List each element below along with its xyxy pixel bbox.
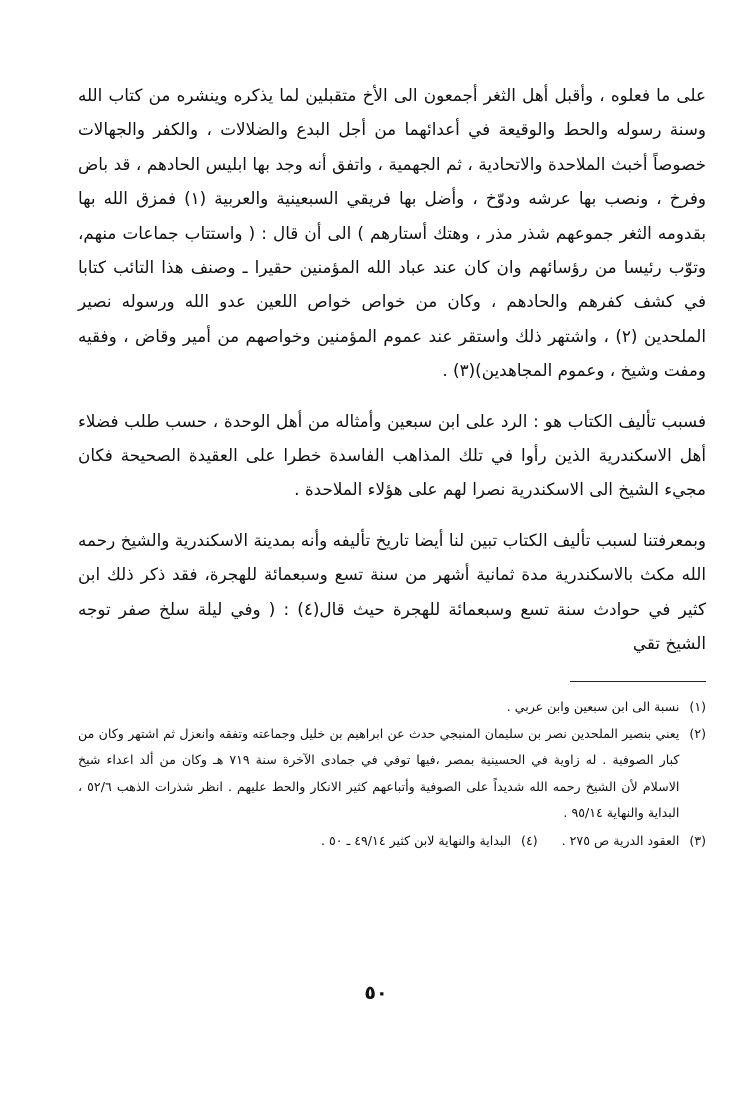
paragraph-1: على ما فعلوه ، وأقبل أهل الثغر أجمعون الى الأخ متقبلين لما يذكره وينشره من كتاب الله وسنة رسوله والحط والوقيعة في أعدائهما من أجل البدع والضلالات ، والكفر والجهالات خصوصاً أخبث الملاحدة والاتحادية ، ثم الجهمية ، واتفق أنه وجد بها ابليس الحادهم ، قد باض وفرخ ، ونصب بها عرشه ودوّخ ، وأضل بها فريقي السبعينية والعربية (١) فمزق الله بها بقدومه الثغر جموعهم شذر مذر ، وهتك أستارهم ) الى أن قال : ( واستتاب جماعات منهم، وتوّب رئيسا من رؤسائهم وان كان عند عباد الله المؤمنين حقيرا ـ وصنف هذا التائب كتابا في كشف كفرهم والحادهم ، وكان من خواص خواص اللعين عدو الله ورسوله نصير الملحدين (٢) ، واشتهر ذلك واستقر عند عموم المؤمنين وخواصهم من أمير وقاض ، وفقيه ومفت وشيخ ، وعموم المجاهدين)(٣) . — [78, 85, 707, 381]
footnote-3-4 — [78, 827, 706, 855]
page-number: ٥٠ — [364, 982, 388, 1004]
footnote-text: البداية والنهاية لابن كثير ٤٩/١٤ ـ ٥٠ . — [321, 832, 512, 848]
footnote-1 — [78, 694, 706, 721]
footnote-text: يعني بنصير الملحدين نصر بن سليمان المنبجي حدث عن ابراهيم بن خليل وجماعته وتفقه وانعزل ثم اشتهر وكان من كبار الصوفية . له زاوية في الحسينية بمصر ،فيها توفي في جمادى الآخرة سنة ٧١٩ هـ وكان من ألد اعداء شيخ الاسلام لأن الشيخ رحمه الله شديداً على الصوفية وأتباعهم كثير الانكار والحط عليهم . انظر شذرات الذهب ٥٢/٦ ، البداية والنهاية ٩٥/١٤ . — [78, 725, 680, 820]
paragraph-gap — [78, 388, 706, 404]
paragraph-2: فسبب تأليف الكتاب هو : الرد على ابن سبعين وأمثاله من أهل الوحدة ، حسب طلب فضلاء أهل الاسكندرية الذين رأوا في تلك المذاهب الفاسدة خطرا على العقيدة الصحيحة فكان مجيء الشيخ الى الاسكندرية نصرا لهم على هؤلاء الملاحدة . — [78, 410, 706, 500]
footnote-separator — [570, 681, 706, 683]
footnote-number: (٤) — [521, 832, 538, 848]
paragraph-gap — [78, 507, 706, 523]
footnote-number: (٢) — [689, 725, 706, 741]
footnote-number: (٣) — [689, 832, 706, 848]
footnote-text: نسبة الى ابن سبعين وابن عربي . — [506, 699, 680, 714]
footnote-2 — [78, 721, 706, 827]
page-body — [78, 78, 706, 855]
footnote-number: (١) — [689, 699, 706, 714]
footnotes — [78, 694, 706, 855]
footnote-text: العقود الدرية ص ٢٧٥ . — [561, 832, 680, 848]
paragraph-3: وبمعرفتنا لسبب تأليف الكتاب تبين لنا أيضا تاريخ تأليفه وأنه بمدينة الاسكندرية والشيخ رحمه الله مكث بالاسكندرية مدة ثمانية أشهر من سنة تسع وسبعمائة للهجرة، فقد ذكر ذلك ابن كثير في حوادث سنة تسع وسبعمائة للهجرة حيث قال(٤) : ( وفي ليلة سلخ صفر توجه الشيخ تقي — [78, 529, 706, 654]
